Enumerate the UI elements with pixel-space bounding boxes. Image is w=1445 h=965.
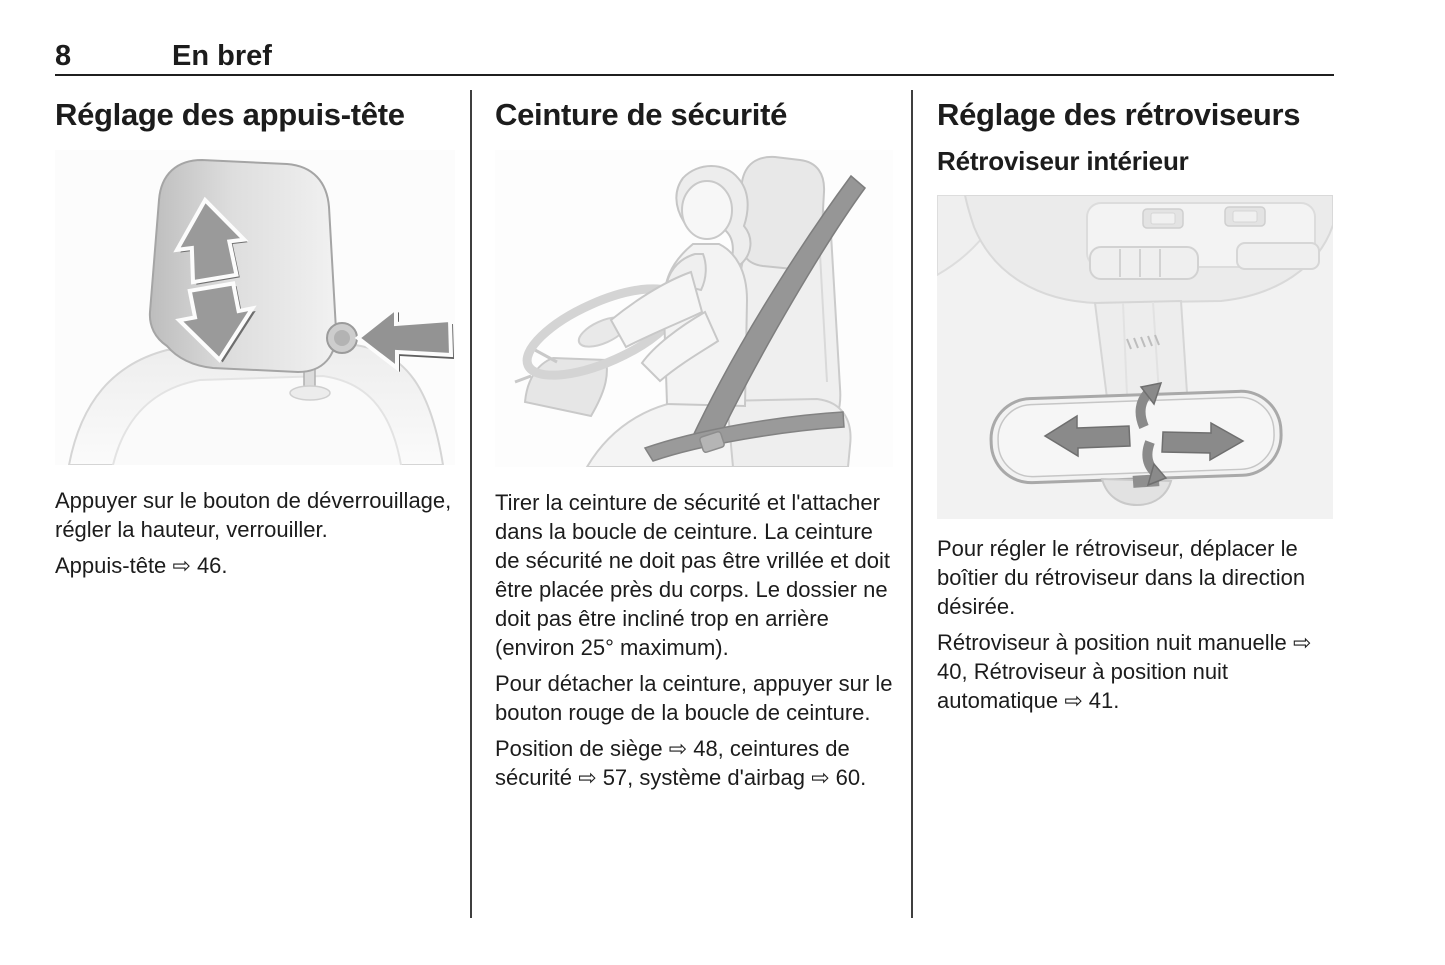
seatbelt-illustration bbox=[495, 150, 893, 467]
column-divider-2 bbox=[911, 90, 913, 918]
seatbelt-illustration-svg bbox=[495, 150, 893, 467]
section-seatbelt bbox=[495, 96, 893, 799]
chapter-title: En bref bbox=[172, 40, 272, 72]
interior-mirror-illustration bbox=[937, 195, 1335, 519]
column-divider-1 bbox=[470, 90, 472, 918]
headrest-illustration-svg bbox=[55, 150, 455, 465]
paragraph: Tirer la ceinture de sécurité et l'attacher dans la boucle de ceinture. La ceinture de sécurité ne doit pas être vrillée et doit être placée près du corps. Le dossier ne doit pas être incliné trop en arrière (environ 25° maximum). bbox=[495, 490, 891, 660]
seatbelt-text bbox=[495, 488, 893, 792]
paragraph: Pour détacher la ceinture, appuyer sur le bouton rouge de la boucle de ceinture. bbox=[495, 671, 893, 725]
mirrors-text bbox=[937, 534, 1335, 715]
headrests-text bbox=[55, 486, 455, 580]
section-title-headrests: Réglage des appuis-tête bbox=[55, 97, 405, 132]
paragraph: Pour régler le rétroviseur, déplacer le boîtier du rétroviseur dans la direction désirée. bbox=[937, 536, 1306, 619]
header-rule bbox=[55, 74, 1334, 76]
section-title-mirrors: Réglage des rétroviseurs bbox=[937, 97, 1301, 132]
section-headrests bbox=[55, 96, 455, 587]
paragraph: Appuyer sur le bouton de déverrouillage, régler la hauteur, verrouiller. bbox=[55, 488, 452, 542]
paragraph: Rétroviseur à position nuit manuelle ⇨ 40, Rétroviseur à position nuit automatique ⇨ 41. bbox=[937, 630, 1312, 713]
paragraph: Appuis-tête ⇨ 46. bbox=[55, 553, 228, 578]
headrest-illustration bbox=[55, 150, 455, 465]
subsection-title-interior-mirror: Rétroviseur intérieur bbox=[937, 146, 1189, 176]
section-title-seatbelt: Ceinture de sécurité bbox=[495, 97, 788, 132]
paragraph: Position de siège ⇨ 48, ceintures de sécurité ⇨ 57, système d'airbag ⇨ 60. bbox=[495, 736, 867, 790]
page-number: 8 bbox=[55, 40, 72, 72]
interior-mirror-illustration-svg bbox=[937, 195, 1333, 519]
section-mirrors bbox=[937, 96, 1335, 722]
